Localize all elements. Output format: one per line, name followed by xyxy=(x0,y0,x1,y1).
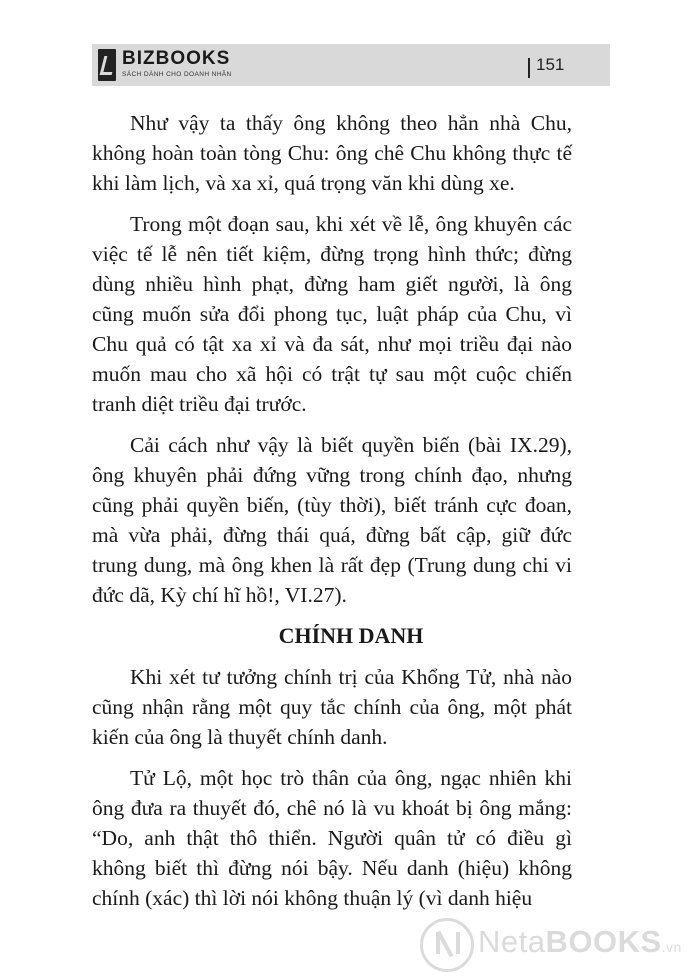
netabooks-logo-icon xyxy=(420,918,474,972)
paragraph: Trong một đoạn sau, khi xét về lễ, ông khuyên các việc tế lễ nên tiết kiệm, đừng trọng hình thức; đừng dùng nhiều hình phạt, đừng ham giết người, là ông cũng muốn sửa đổi phong tục, luật pháp của Chu, vì Chu quả có tật xa xỉ và đa sát, như mọi triều đại nào muốn mau cho xã hội có trật tự sau một cuộc chiến tranh diệt triều đại trước. xyxy=(92,212,572,416)
paragraph: Khi xét tư tưởng chính trị của Khổng Tử, nhà nào cũng nhận rằng một quy tắc chính của ông, một phát kiến của ông là thuyết chính danh. xyxy=(92,665,572,749)
page-header xyxy=(92,44,610,86)
paragraph: Như vậy ta thấy ông không theo hẳn nhà Chu, không hoàn toàn tòng Chu: ông chê Chu không thực tế khi làm lịch, và xa xỉ, quá trọng văn khi dùng xe. xyxy=(92,111,572,195)
bizbooks-logo-icon xyxy=(98,49,116,81)
paragraph: Cải cách như vậy là biết quyền biến (bài IX.29), ông khuyên phải đứng vững trong chính đạo, nhưng cũng phải quyền biến, (tùy thời), biết tránh cực đoan, mà vừa phải, đừng thái quá, đừng bất cập, giữ đức trung dung, mà ông khen là rất đẹp (Trung dung chi vi đức dã, Kỳ chí hĩ hồ!, VI.27). xyxy=(92,433,572,607)
watermark-text xyxy=(478,924,682,960)
paragraph: Tử Lộ, một học trò thân của ông, ngạc nhiên khi ông đưa ra thuyết đó, chê nó là vu khoát bị ông mắng: “Do, anh thật thô thiển. Người quân tử có điều gì không biết thì đừng nói bậy. Nếu danh (hiệu) không chính (xác) thì lời nói không thuận lý (vì danh hiệu xyxy=(92,766,572,910)
page-number-divider xyxy=(528,58,530,78)
page-number: 151 xyxy=(536,55,565,74)
section-heading: CHÍNH DANH xyxy=(278,623,424,648)
netabooks-watermark xyxy=(420,918,700,974)
watermark-name-bold: BOOKS xyxy=(545,924,662,959)
brand-tagline: SÁCH DÀNH CHO DOANH NHÂN xyxy=(122,71,232,78)
brand-name: BIZBOOKS xyxy=(122,48,231,69)
page-body xyxy=(92,108,572,924)
watermark-domain: .vn xyxy=(661,939,682,955)
watermark-name-thin: Neta xyxy=(478,924,546,959)
